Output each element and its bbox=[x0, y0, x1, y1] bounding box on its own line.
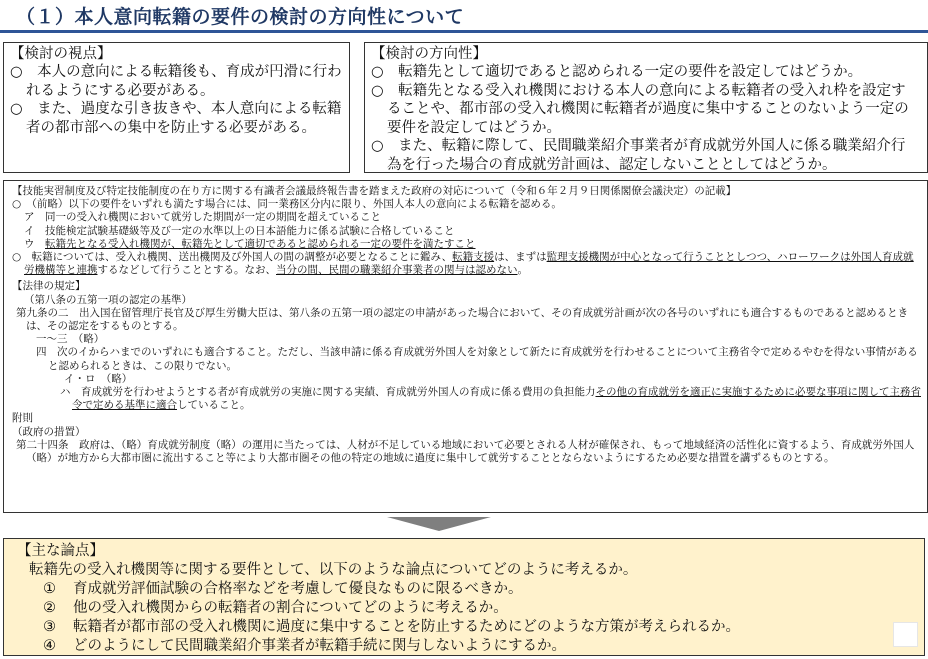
law-subheading: （第八条の五第一項の認定の基準） bbox=[24, 293, 192, 306]
law-heading: 【法律の規定】 bbox=[12, 280, 86, 293]
law-clause: 四 次のイからハまでのいずれにも適合すること。ただし、当該申請に係る育成就労外国人を対象として新たに育成就労を行わせることについて主務省令で定めるやむを得ない事情があると認められるときは、この限りでない。 bbox=[36, 346, 918, 372]
viewpoint-heading: 【検討の視点】 bbox=[10, 46, 112, 62]
text-segment: ○ 転籍については、受入れ機関、送出機関及び外国人の間の調整が必要となることに鑑み、 bbox=[12, 251, 453, 264]
requirement-a: ア 同一の受入れ機関において就労した期間が一定の期間を超えていること bbox=[24, 211, 381, 224]
requirement-u bbox=[12, 238, 921, 251]
down-arrow-icon bbox=[387, 517, 491, 531]
issue-number: ① bbox=[43, 581, 56, 597]
law-article: 第九条の二 出入国在留管理庁長官及び厚生労働大臣は、第八条の五第一項の認定の申請があった場合において、その育成就労計画が次の各号のいずれにも適合するものであると認めるときは、その認定をするものとする。 bbox=[16, 306, 909, 333]
requirement-u-label: ウ bbox=[24, 237, 45, 250]
issue-number: ② bbox=[43, 600, 56, 616]
underlined-segment: 転籍支援 bbox=[452, 251, 495, 264]
supplementary-article: 第二十四条 政府は、（略）育成就労制度（略）の運用に当たっては、人材が不足している地域において必要とされる人材が確保され、もって地域経済の活性化に資するよう、育成就労外国人（略）が地方から大都市圏に流出すること等により大都市圏その他の特定の地域に過度に集中して就労することとならないようにするため必要な措置を講ずるものとする。 bbox=[16, 438, 915, 465]
reference-heading: 【技能実習制度及び特定技能制度の在り方に関する有識者会議最終報告書を踏まえた政府の対応について（令和６年２月９日関係閣僚会議決定）の記載】 bbox=[12, 185, 737, 197]
issue-point bbox=[17, 599, 924, 618]
law-clause: 一～三 （略） bbox=[36, 333, 105, 346]
underlined-segment: 監理支援機関が中心となって行うこととしつつ、ハローワーク bbox=[546, 251, 841, 264]
issue-text: 育成就労評価試験の合格率などを考慮して優良なものに限るべきか。 bbox=[73, 581, 523, 597]
supplementary-subheading: （政府の措置） bbox=[12, 425, 86, 438]
law-subclause-ha bbox=[12, 386, 921, 412]
requirement-u-text: 転籍先となる受入れ機関が、転籍先として適切であると認められる一定の要件を満たすこと bbox=[45, 237, 476, 250]
viewpoint-item: ○ また、過度な引き抜きや、本人意向による転籍者の都市部への集中を防止する必要がある。 bbox=[10, 101, 342, 136]
issues-intro: 転籍先の受入れ機関等に関する要件として、以下のような論点についてどのように考えるか。 bbox=[29, 562, 638, 578]
viewpoint-box bbox=[3, 42, 350, 173]
page-corner-box bbox=[893, 622, 918, 647]
reference-paragraph: ○ （前略）以下の要件をいずれも満たす場合には、同一業務区分内に限り、外国人本人の意向による転籍を認める。 bbox=[12, 198, 562, 211]
issue-point bbox=[17, 580, 924, 599]
issue-text: 他の受入れ機関からの転籍者の割合についてどのように考えるか。 bbox=[73, 600, 508, 616]
title-bar bbox=[0, 0, 928, 33]
issues-heading: 【主な論点】 bbox=[17, 543, 104, 559]
direction-box bbox=[364, 42, 928, 173]
text-segment: していること。 bbox=[177, 399, 251, 412]
issue-number: ③ bbox=[43, 619, 56, 635]
issue-number: ④ bbox=[43, 638, 56, 654]
law-subclause: イ・ロ （略） bbox=[64, 372, 133, 385]
issue-text: どのようにして民間職業紹介事業者が転籍手続に関与しないようにするか。 bbox=[73, 638, 566, 654]
text-segment: するなどして行うこととする。なお、 bbox=[97, 264, 276, 277]
text-segment: 。 bbox=[517, 264, 528, 277]
page-title: （１）本人意向転籍の要件の検討の方向性について bbox=[16, 6, 465, 28]
issue-point bbox=[17, 618, 924, 637]
text-segment: ハ 育成就労を行わせようとする者が育成就労の実施に関する実績、育成就労外国人の育成に係る費用の負担能力 bbox=[60, 386, 596, 399]
underlined-segment: 当分の間、民間の職業紹介事業者の関与は認めない bbox=[276, 264, 518, 277]
reference-box bbox=[3, 180, 928, 513]
title-underline bbox=[0, 30, 928, 33]
underlined-segment: その他の育成就労を適正に実施するために必要な事項に関して主務省令で定める基準に適合 bbox=[72, 386, 921, 412]
issue-text: 転籍者が都市部の受入れ機関に過度に集中することを防止するためにどのような方策が考えられるか。 bbox=[73, 619, 740, 635]
issues-box bbox=[3, 538, 925, 656]
direction-item: ○ 転籍先となる受入れ機関における本人の意向による転籍者の受入れ枠を設定することや、都市部の受入れ機関に転籍者が過度に集中することのないよう一定の要件を設定してはどうか。 bbox=[371, 82, 909, 136]
direction-item: ○ また、転籍に際して、民間職業紹介事業者が育成就労外国人に係る職業紹介行為を行った場合の育成就労計画は、認定しないこととしてはどうか。 bbox=[371, 138, 906, 173]
underlined-segment: は外国人育成就労機構等と連携 bbox=[24, 251, 914, 277]
supplementary-heading: 附則 bbox=[12, 412, 33, 425]
viewpoint-item: ○ 本人の意向による転籍後も、育成が円滑に行われるようにする必要がある。 bbox=[10, 64, 342, 99]
direction-item: ○ 転籍先として適切であると認められる一定の要件を設定してはどうか。 bbox=[371, 64, 863, 80]
direction-heading: 【検討の方向性】 bbox=[371, 46, 487, 62]
reference-paragraph-transfer bbox=[12, 251, 921, 277]
requirement-i: イ 技能検定試験基礎級等及び一定の水準以上の日本語能力に係る試験に合格していること bbox=[24, 224, 455, 237]
text-segment: は、まずは bbox=[494, 251, 547, 264]
issue-point bbox=[17, 637, 924, 656]
